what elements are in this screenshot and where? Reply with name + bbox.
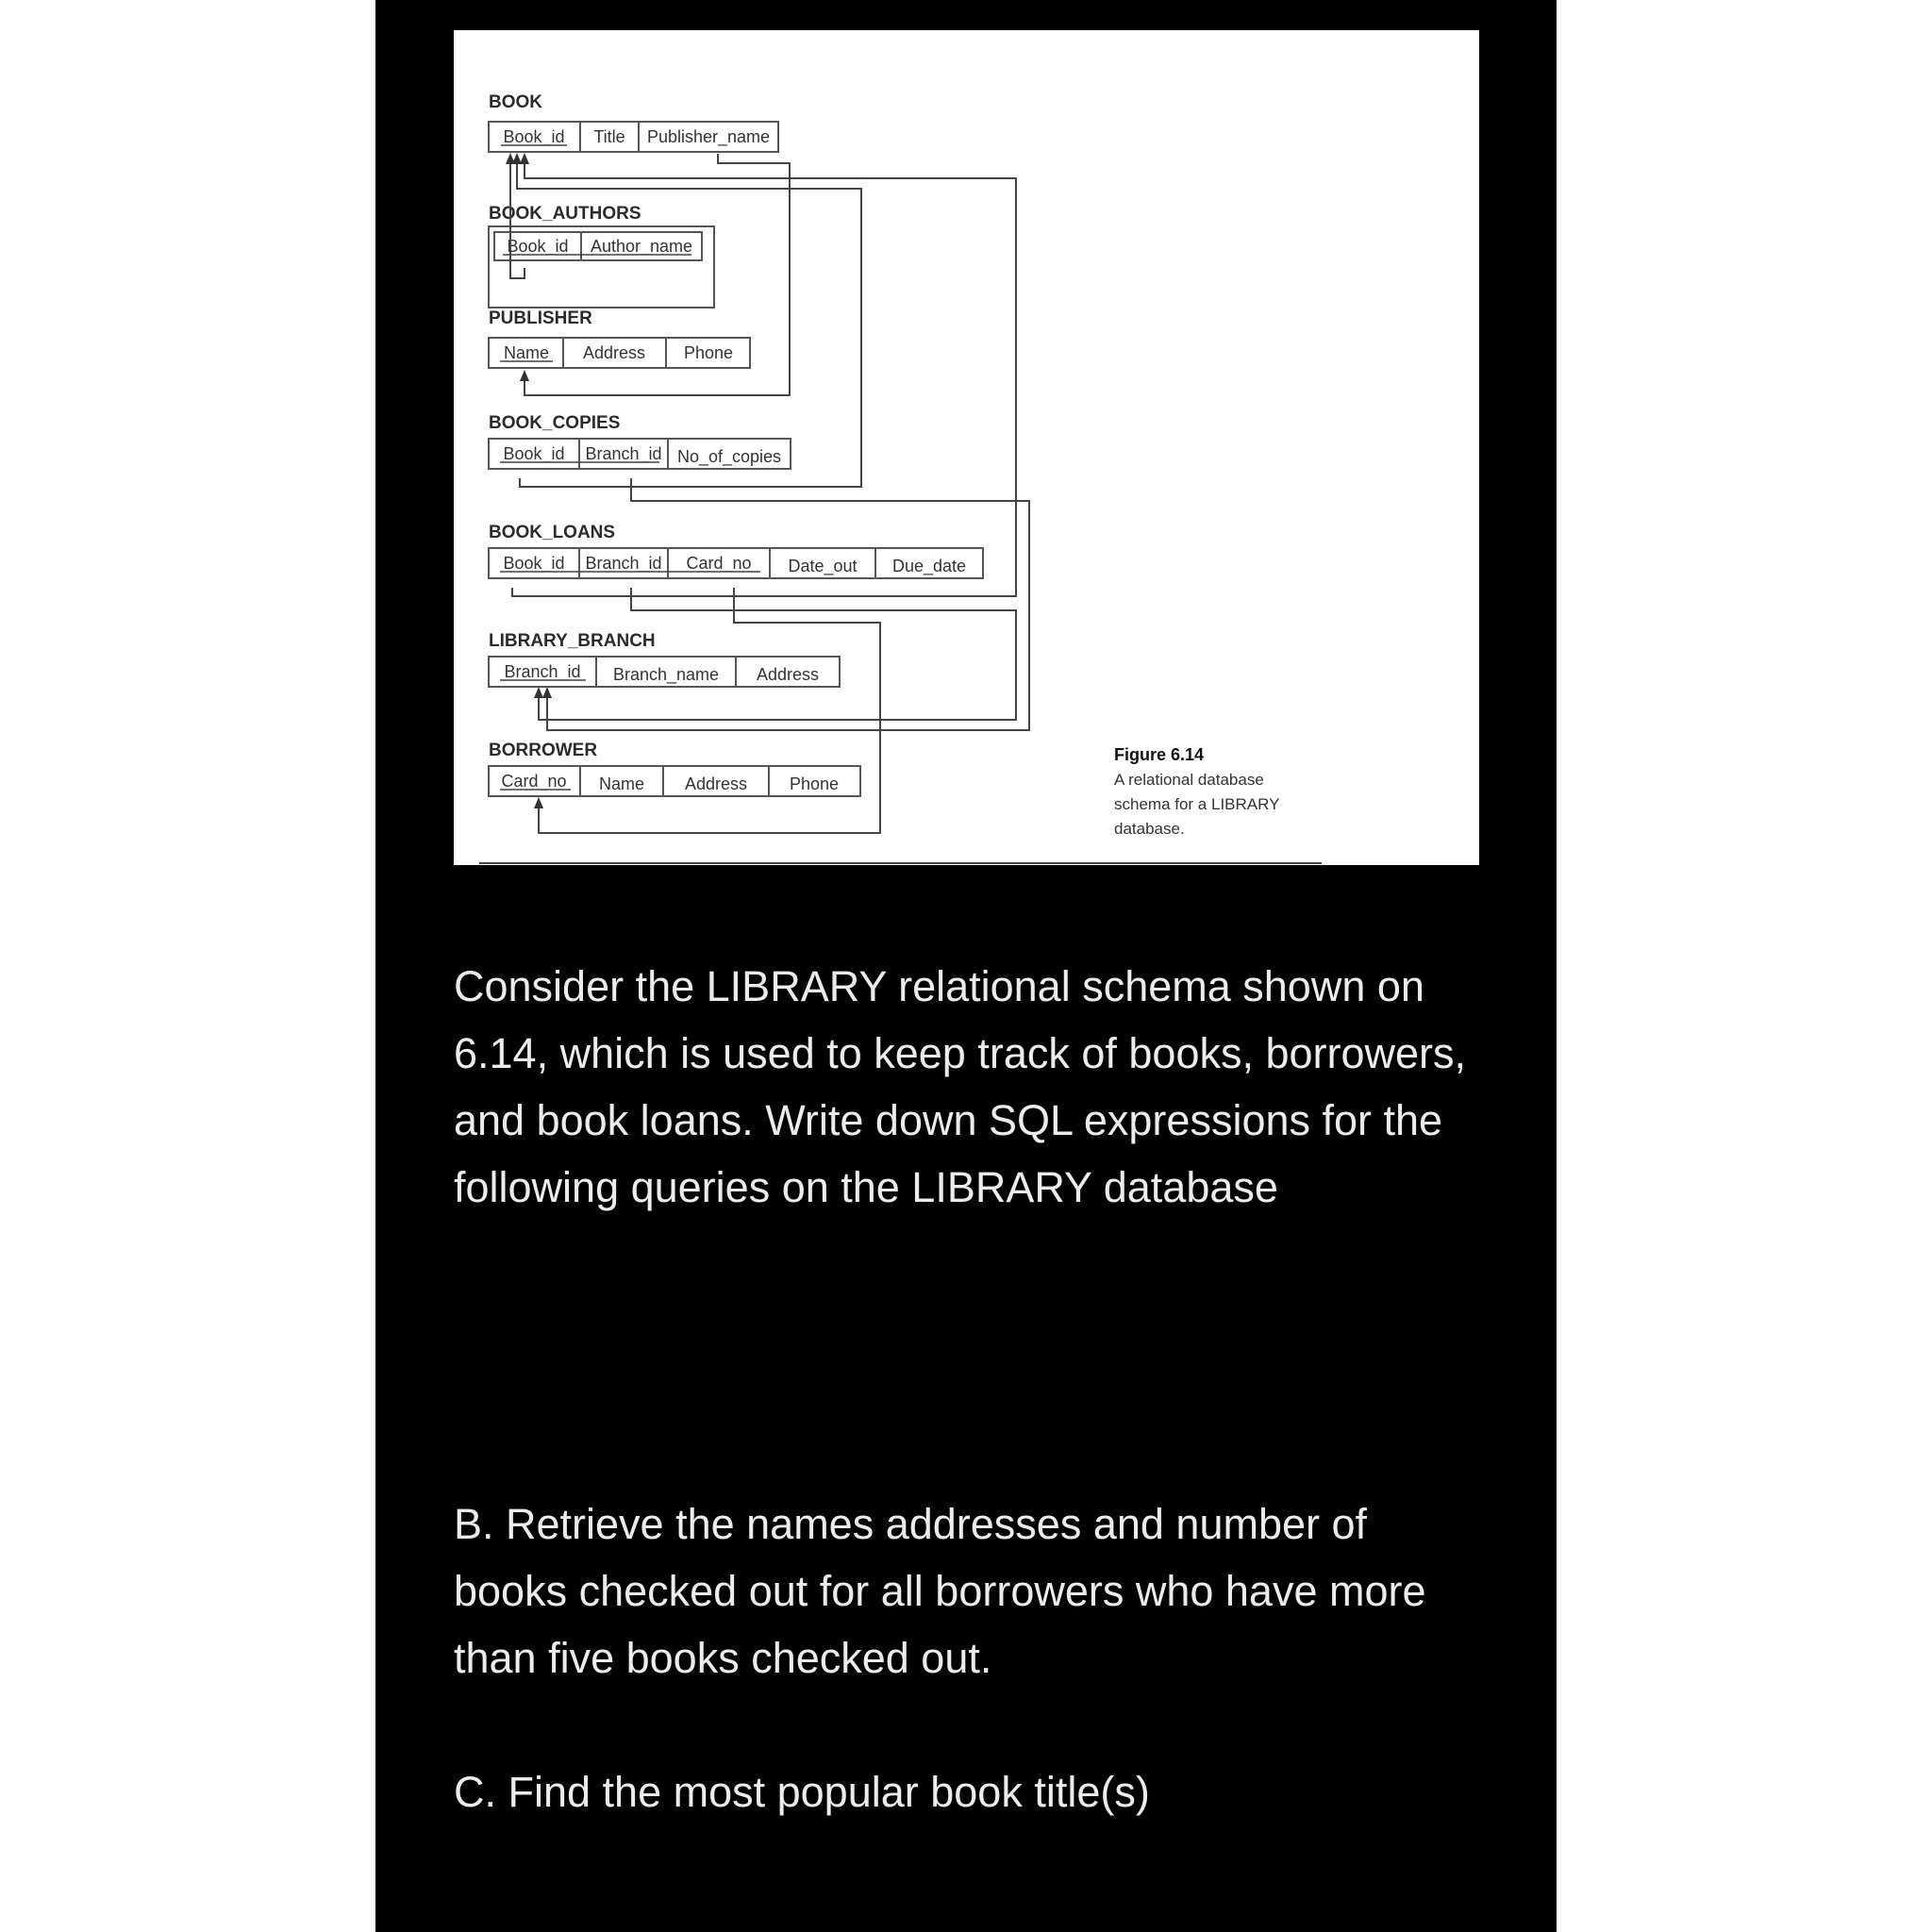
attr-branch-id: Branch_id — [585, 444, 662, 463]
arrowhead — [520, 370, 529, 381]
attr-card-no: Card_no — [686, 554, 752, 573]
attr-name: Name — [598, 774, 645, 793]
fk-line — [547, 478, 1029, 730]
figure-caption-line: database. — [1114, 820, 1185, 838]
attr-phone: Phone — [789, 774, 840, 793]
arrowhead — [534, 687, 543, 698]
fk-line — [539, 588, 1016, 720]
relation-title-borrower: BORROWER — [489, 741, 598, 760]
attr-author-name: Author_name — [590, 237, 693, 256]
attr-card-no: Card_no — [501, 772, 567, 791]
attr-address: Address — [756, 665, 820, 684]
attr-branch-name: Branch_name — [612, 665, 720, 684]
figure-caption-line: A relational database — [1114, 771, 1264, 789]
attr-no-of-copies: No_of_copies — [676, 447, 782, 466]
relation-borrower — [489, 766, 860, 796]
schema-diagram — [454, 30, 1479, 865]
intro-text: Consider the LIBRARY relational schema shown on 6.14, which is used to keep track of books, borrowers, and book loans. Write down SQL expressions for the following queries on the LIBRARY database — [454, 962, 1467, 1211]
arrowhead — [512, 153, 522, 164]
figure-caption-line: schema for a LIBRARY — [1114, 795, 1280, 813]
question-part-c — [454, 1758, 1491, 1825]
attr-address: Address — [582, 343, 646, 362]
relation-title-publisher: PUBLISHER — [489, 308, 592, 328]
figure-caption-title: Figure 6.14 — [1114, 745, 1205, 764]
relation-title-book-copies: BOOK_COPIES — [489, 413, 621, 433]
schema-figure — [454, 30, 1479, 865]
arrowhead — [542, 687, 552, 698]
relation-title-library-branch: LIBRARY_BRANCH — [489, 631, 656, 651]
question-part-b — [454, 1491, 1491, 1691]
attr-phone: Phone — [683, 343, 734, 362]
attr-address: Address — [684, 774, 748, 793]
attr-book-id: Book_id — [503, 127, 565, 146]
relation-publisher — [489, 338, 750, 368]
arrowhead — [520, 153, 529, 164]
relation-book-authors — [489, 226, 714, 308]
attr-branch-id: Branch_id — [585, 554, 662, 573]
relation-book-loans — [489, 548, 983, 578]
relation-title-book: BOOK — [489, 92, 542, 112]
relation-title-book-loans: BOOK_LOANS — [489, 523, 616, 542]
attr-book-id: Book_id — [507, 237, 569, 256]
question-intro — [454, 953, 1491, 1221]
relation-book-copies — [489, 439, 791, 469]
part-c-text: C. Find the most popular book title(s) — [454, 1768, 1150, 1816]
attr-book-id: Book_id — [503, 444, 565, 463]
attr-title: Title — [593, 127, 625, 146]
arrowhead — [534, 797, 543, 808]
attr-name: Name — [503, 343, 550, 362]
attr-branch-id: Branch_id — [504, 662, 581, 681]
attr-book-id: Book_id — [503, 554, 565, 573]
relation-library-branch — [489, 657, 840, 687]
attr-publisher-name: Publisher_name — [646, 127, 771, 146]
attr-due-date: Due_date — [891, 557, 967, 575]
part-b-text: B. Retrieve the names addresses and number of books checked out for all borrowers who have more than five books checked out. — [454, 1500, 1426, 1682]
relation-title-book-authors: BOOK_AUTHORS — [489, 204, 641, 224]
attr-date-out: Date_out — [788, 557, 858, 575]
relation-book — [489, 122, 778, 152]
